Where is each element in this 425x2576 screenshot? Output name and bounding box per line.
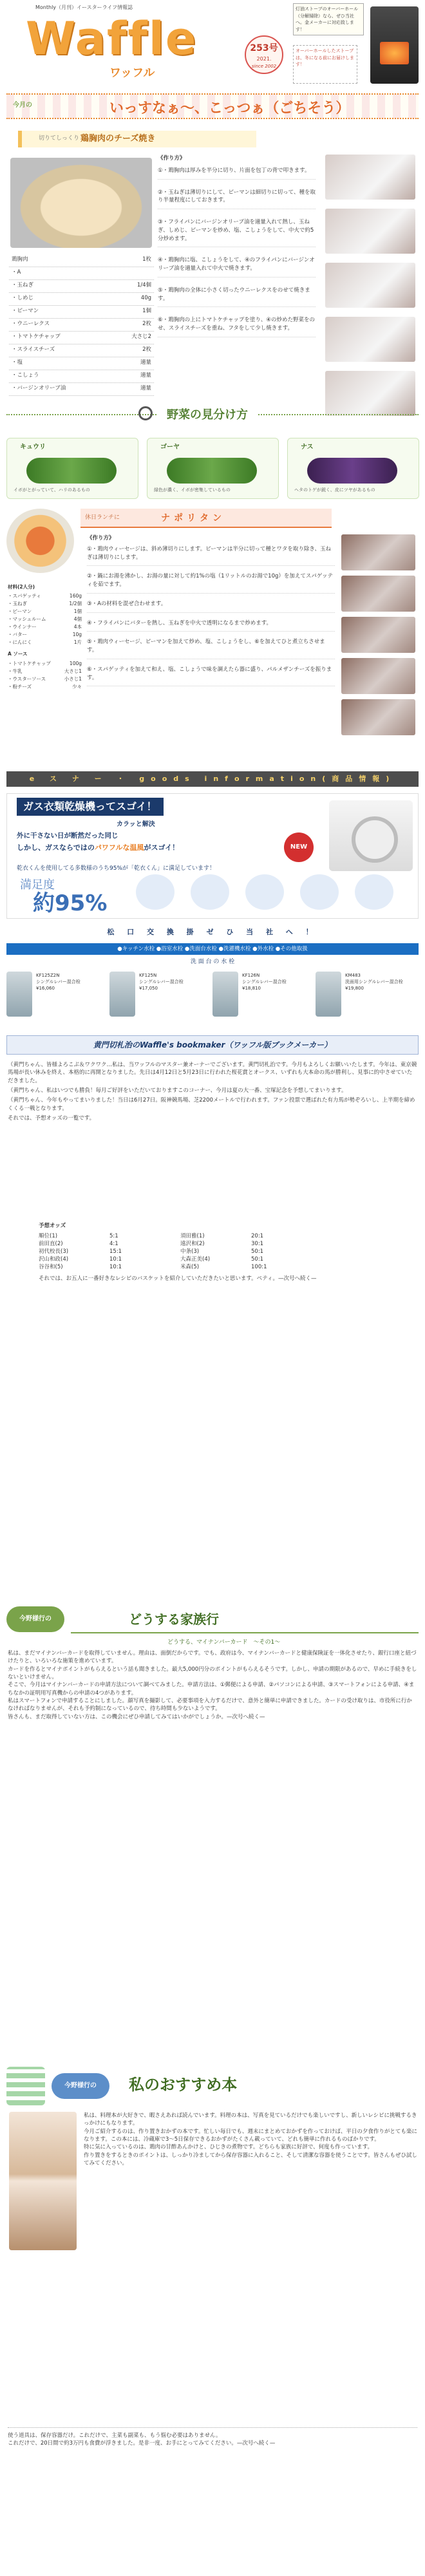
issue-badge (245, 35, 283, 74)
faucet-code: KM483 (345, 973, 361, 978)
ingredient-row: 鶏胸肉 1枚 (9, 254, 154, 267)
article-closing: それでは、お五人に一番好きなレシピのバスケットを紹介していただきたいと思います。ペティ。—次号へ続く— (39, 1275, 317, 1282)
feature-icon (355, 874, 393, 910)
goods-info-banner: e ス ナ ー ・ goods information(商品情報) (6, 771, 419, 787)
bookmaker-banner: 黄門切札治のWaffle's bookmaker（ワッフル版ブックメーカー） (6, 1035, 419, 1055)
odds-heading: 予想オッズ (39, 1223, 66, 1229)
monthly-label: Monthly（月刊）イースターライフ情報誌 (35, 5, 133, 10)
books-title: 私のおすすめ本 (129, 2076, 238, 2094)
vegetable-image (26, 458, 117, 484)
step-photo (341, 658, 415, 694)
gas-dryer-ad (6, 793, 419, 919)
faucet-price: ¥16,060 (36, 985, 55, 991)
faucet-code: KF125N (139, 973, 157, 978)
recipe2-subtitle: 休日ランチに (85, 514, 120, 521)
steps-heading: 《作り方》 (158, 155, 185, 162)
recipe2-step-photos (341, 534, 419, 740)
ingredient-row: ・玉ねぎ 1/2個 (8, 601, 82, 607)
travel-subtitle: どうする、マイナンバーカード 〜その1〜 (167, 1639, 281, 1646)
feature-icon (191, 874, 229, 910)
book-cover-image (9, 2112, 77, 2250)
step-photo (325, 317, 415, 362)
issue-year: 2021. (256, 56, 272, 62)
faucet-code: KF125Z2N (36, 973, 60, 978)
faucet-list (6, 969, 419, 1027)
faucet-icon (109, 972, 135, 1017)
recipe-step: ②・鍋にお湯を沸かし、お湯の量に対して約1%の塩（1リットルのお湯で10g）を加えてスパゲッティを茹でます。 (87, 572, 335, 594)
faucet-code: KF126N (242, 973, 260, 978)
vegetable-label: ゴーヤ (160, 444, 180, 451)
step-photo (325, 263, 415, 308)
recipe-step: ①・鶏胸肉は厚みを半分に切り、片面を包丁の背で叩きます。 (158, 167, 316, 180)
recipe-step: ③・Aの材料を混ぜ合わせます。 (87, 600, 335, 613)
ingredient-row: ・ウインナー 4本 (8, 624, 82, 630)
odds-row: 前田直(2) 4:1 遠沢和(2) 30:1 (39, 1240, 264, 1247)
faucet-price: ¥18,810 (242, 985, 261, 991)
steps-heading: 《作り方》 (87, 535, 115, 541)
article-paragraph: これだけで、20日間で約3万円も食費が浮きました。是非一度、お手にとってみてください。—次号へ続く— (8, 2440, 276, 2447)
bookmaker-article (8, 1061, 417, 1124)
recipe2-steps (87, 534, 335, 693)
ingredient-row: ・ウニーレクス 2枚 (9, 319, 154, 332)
odds-table (39, 1222, 322, 1283)
article-paragraph: 私は、料理本が大好きで、暇さえあれば読んでいます。料理の本は、写真を見ているだけでも楽しいですし、新しいレシピに挑戦するきっかけにもなります。 (84, 2112, 417, 2127)
ad-subheadline: カラッと解決 (117, 821, 155, 828)
vegetable-card-cucumber (6, 438, 138, 499)
ingredient-row: ・ウスターソース 小さじ1 (8, 675, 82, 682)
faucet-name: シングルレバー混合栓 (242, 979, 287, 984)
vegetable-guide-banner (0, 402, 425, 428)
vegetable-image (167, 458, 257, 484)
vegetable-label: キュウリ (20, 444, 46, 451)
recipe1-photo (10, 158, 152, 248)
recipe-banner (0, 90, 425, 121)
faucet-item (109, 969, 206, 1027)
article-paragraph: それでは、予想オッズの一覧です。 (8, 1114, 95, 1122)
banner-title: いっすなぁ〜、こっつぁ（ごちそう） (109, 100, 350, 117)
feature-icon (136, 874, 175, 910)
odds-row: 順位(1) 5:1 須田雅(1) 20:1 (39, 1232, 264, 1239)
recipe1-subtitle: 切りてしっくり (39, 135, 80, 142)
ingredient-row: ・にんにく 1片 (8, 639, 82, 646)
vegetable-note: ヘタのトゲが鋭く、皮にツヤがあるもの (294, 487, 375, 493)
feature-icon (300, 874, 339, 910)
recipe-step: ④・フライパンにバターを熱し、玉ねぎを中火で透明になるまで炒めます。 (87, 619, 335, 632)
ingredient-row: ・ピーマン 1個 (8, 608, 82, 615)
recipe1-steps (158, 155, 316, 346)
recipe2-photo (6, 509, 74, 573)
dryer-image (329, 800, 413, 871)
faucet-icon (316, 972, 341, 1017)
step-photo (341, 699, 415, 735)
article-paragraph: 私はスマートフォンで申請することにしました。顔写真を撮影して、必要事項を入力するだけで、意外と簡単に申請できました。カードの受け取りは、市役所に行かなければなりませんが、それも予約制になっているので、待ち時間も少ないようです。 (8, 1697, 412, 1713)
vegetable-guide-title: 野菜の見分け方 (158, 406, 257, 424)
overhaul-promo: 灯油ストーブのオーバーホール（分解掃除）なら、ぜひ当社へ。金メーカーに対応致します！ (293, 3, 364, 35)
ingredient-row: ・ピーマン 1個 (9, 306, 154, 319)
vegetable-image (307, 458, 397, 484)
ingredient-row: ・塩 適量 (9, 357, 154, 370)
overhaul-promo-note: オーバーホールしたストーブは、冬になる前にお届けします！ (293, 45, 357, 84)
recipe1-step-photos (325, 155, 419, 425)
ingredient-row: ・牛乳 大さじ1 (8, 668, 82, 674)
feature-icon (245, 874, 284, 910)
article-paragraph: （黄門ちゃん、皆様よろこぶ＆ワクワク…私は、当ワッフルのマスター兼オーナーでございます。黄門切札治です。今月もよろしくお願いいたします。今年は、東京競馬場が長い休みを終え、本格的に再開となりました。先日は4月12日と5月23日に行われた桜花賞とオークス、いずれも大本命の馬が勝利し、見事に的中させていただきました。 (8, 1062, 417, 1084)
recipe-step: ⑥・鶏胸肉の上にトマトケチャップを塗り、④の炒めた野菜をのせ、スライスチーズを重ね、フタをして少し焼きます。 (158, 316, 316, 337)
faucet-name: シングルレバー混合栓 (139, 979, 184, 984)
recipe-step: ⑤・鶏胸肉の全体に小さく切ったウニーレクスをのせて焼きます。 (158, 287, 316, 308)
faucet-subheading: 洗 面 台 の 水 栓 (190, 959, 235, 965)
vegetable-card-eggplant (287, 438, 419, 499)
article-paragraph: （黄門ちゃん、今年もやってまいりました！当日は6月27日。阪神競馬場、芝2200メートルで行われます。ファン投票で選ばれた有力馬が勢ぞろいし、上半期を締めくくる一戦となります。 (8, 1097, 415, 1112)
recipe-step: ①・鶏肉ウィーセージは、斜め薄切りにします。ピーマンは半分に切って種とワタを取り除き、玉ねぎは薄切りにします。 (87, 545, 335, 567)
faucet-category-bar: ●キッチン水栓 ●浴室水栓 ●洗面台水栓 ●洗濯機水栓 ●外水栓 ●その他取扱 (6, 943, 419, 955)
recipe1-ingredients (9, 254, 154, 396)
recipe-step: ④・鶏胸肉に塩、こしょうをして、④のフライパンにバージンオリーブ油を適量入れて中火で焼きます。 (158, 256, 316, 277)
travel-title: どうする家族行 (129, 1612, 219, 1627)
ingredients-heading: 材料(2人分) (8, 584, 35, 590)
step-photo (325, 209, 415, 254)
faucet-icon (212, 972, 238, 1017)
vegetable-note: イボがとがっていて、ハリのあるもの (14, 487, 90, 493)
vegetable-card-goya (147, 438, 279, 499)
ingredient-row: ・粉チーズ 少々 (8, 683, 82, 690)
books-footer (8, 2427, 417, 2448)
stove-image (370, 6, 419, 84)
recipe2-title: ナポリタン (161, 513, 225, 523)
ingredient-row: ・スライスチーズ 2枚 (9, 344, 154, 357)
vegetable-label: ナス (301, 444, 314, 451)
odds-row: 谷谷和(5) 10:1 米森(5) 100:1 (39, 1263, 267, 1270)
step-photo (341, 534, 415, 570)
faucet-price: ¥17,050 (139, 985, 158, 991)
article-paragraph: 私は、まだマイナンバーカードを取得していません。理由は、面倒だからです。でも、政府は今、マイナンバーカードと健康保険証を一体化させたり、銀行口座と紐づけたりと、いろいろな施策を進めています。 (8, 1650, 417, 1665)
ingredient-row: ・バター 10g (8, 632, 82, 638)
ad-copy-highlight: しかし、ガスならではのパワフルな温風がスゴイ！ (17, 843, 180, 852)
faucet-exchange-heading: 松 口 交 換 掛 ゼ ひ 当 社 へ ！ (107, 928, 318, 936)
recipe2-ingredients (8, 579, 82, 691)
article-paragraph: （黄門ちゃん、私はいつでも勝負！毎月ご好評をいただいておりますこのコーナー、今月は夏の大一番、宝塚記念を予想してまいります。 (8, 1087, 347, 1094)
odds-row: 初代校長(3) 15:1 中条(3) 50:1 (39, 1248, 264, 1255)
article-paragraph: 特に気に入っているのは、鶏肉の甘酢あんかけと、ひじきの煮物です。どちらも家族に好評で、何度も作っています。 (84, 2144, 373, 2151)
article-paragraph: そこで、今月はマイナンバーカードの申請方法について調べてみました。申請方法は、①郵便による申請、②パソコンによる申請、③スマートフォンによる申請、④まちなかの証明用写真機からの申請の4つがあります。 (8, 1682, 415, 1697)
ad-copy: 外に干さない日が断然だった同じ (17, 832, 118, 840)
divider (71, 1632, 419, 1633)
sauce-heading: A ソース (8, 651, 28, 657)
step-photo (325, 155, 415, 200)
new-badge: NEW (284, 832, 314, 862)
books-tag: 今野様行の (52, 2073, 109, 2099)
satisfaction-label: 満足度 (20, 878, 55, 892)
article-paragraph: 作り置きをするときのポイントは、しっかり冷ましてから保存容器に入れること、そして清潔な容器を使うことです。皆さんもぜひ試してみてください。 (84, 2152, 417, 2167)
recipe-step: ⑤・鶏肉ウィーセージ、ピーマンを加えて炒め、塩、こしょうをし、⑥を加えてひと煮立ちさせます。 (87, 638, 335, 659)
recipe-step: ②・玉ねぎは薄切りにして、ピーマンは細切りに切って、種を取り半量程度にしておきます。 (158, 189, 316, 210)
article-paragraph: カードを作るとマイナポイントがもらえるという話も聞きました。最大5,000円分のポイントがもらえるそうです。しかし、申請の期限があるので、早めに手続きをしないといけません。 (8, 1666, 417, 1680)
ingredient-row: ・マッシュルーム 4個 (8, 616, 82, 623)
travel-article (8, 1650, 417, 1721)
faucet-item (6, 969, 103, 1027)
faucet-name: シングルレバー混合栓 (36, 979, 80, 984)
step-photo (341, 617, 415, 653)
banner-tag: 今月の (13, 102, 32, 109)
ingredient-row: ・しめじ 40g (9, 293, 154, 306)
article-paragraph: 使う道具は、保存容器だけ。これだけで、主菜も副菜も、もう悩む必要はありません。 (8, 2432, 222, 2439)
ingredient-row: ・こしょう 適量 (9, 370, 154, 383)
waffle-logo: Waffle (26, 12, 198, 65)
survey-text: 乾衣くんを使用してる多数様のうち95%が「乾衣くん」に満足しています！ (17, 865, 216, 872)
odds-row: 沢山和政(4) 10:1 大森正美(4) 50:1 (39, 1255, 264, 1263)
ingredient-row: ・A (9, 267, 154, 280)
since-label: since 2002 (251, 64, 277, 69)
magnifier-icon (138, 406, 153, 420)
recipe1-title: 鶏胸肉のチーズ焼き (80, 134, 156, 144)
article-paragraph: 皆さんも、まだ取得していない方は、この機会にぜひ申請してみてはいかがでしょうか。—次号へ続く— (8, 1713, 265, 1720)
recipe-step: ③・フライパンにバージンオリーブ油を適量入れて熱し、玉ねぎ、しめじ、ピーマンを炒め、塩、こしょうをして、中火で約5分炒めます。 (158, 218, 316, 247)
ingredient-row: ・トマトケチャップ 大さじ2 (9, 332, 154, 344)
waffle-logo-katakana: ワッフル (109, 66, 155, 80)
ingredient-row: ・玉ねぎ 1/4個 (9, 280, 154, 293)
books-article (84, 2112, 417, 2167)
ingredient-row: ・トマトケチャップ 100g (8, 660, 82, 666)
recipe-step: ⑥・スパゲッティを加えて和え、塩、こしょうで味を調えたら器に盛り、パルメザンチーズを振ります。 (87, 666, 335, 687)
faucet-item (316, 969, 412, 1027)
ingredient-row: ・スパゲッティ 160g (8, 593, 82, 599)
feature-icons (136, 874, 406, 913)
step-photo (341, 576, 415, 612)
faucet-item (212, 969, 309, 1027)
faucet-name: 洗面用シングルレバー混合栓 (345, 979, 403, 984)
satisfaction-value: 約95% (33, 890, 108, 916)
books-icon (6, 2067, 45, 2105)
issue-number: 253号 (250, 43, 278, 53)
vegetable-note: 緑色が濃く、イボが密集しているもの (154, 487, 231, 493)
ad-headline: ガス衣類乾燥機ってスゴイ！ (17, 798, 164, 816)
ingredient-row: ・バージンオリーブ油 適量 (9, 383, 154, 396)
faucet-icon (6, 972, 32, 1017)
faucet-price: ¥19,800 (345, 985, 364, 991)
travel-tag: 今野様行の (6, 1606, 64, 1632)
article-paragraph: 今月ご紹介するのは、作り置きおかずの本です。忙しい毎日でも、週末にまとめておかずを作っておけば、平日の夕食作りがとても楽になります。この本には、冷蔵庫で3〜5日保存できるおかずがたくさん載っていて、どれも簡単に作れるものばかりです。 (84, 2128, 417, 2143)
